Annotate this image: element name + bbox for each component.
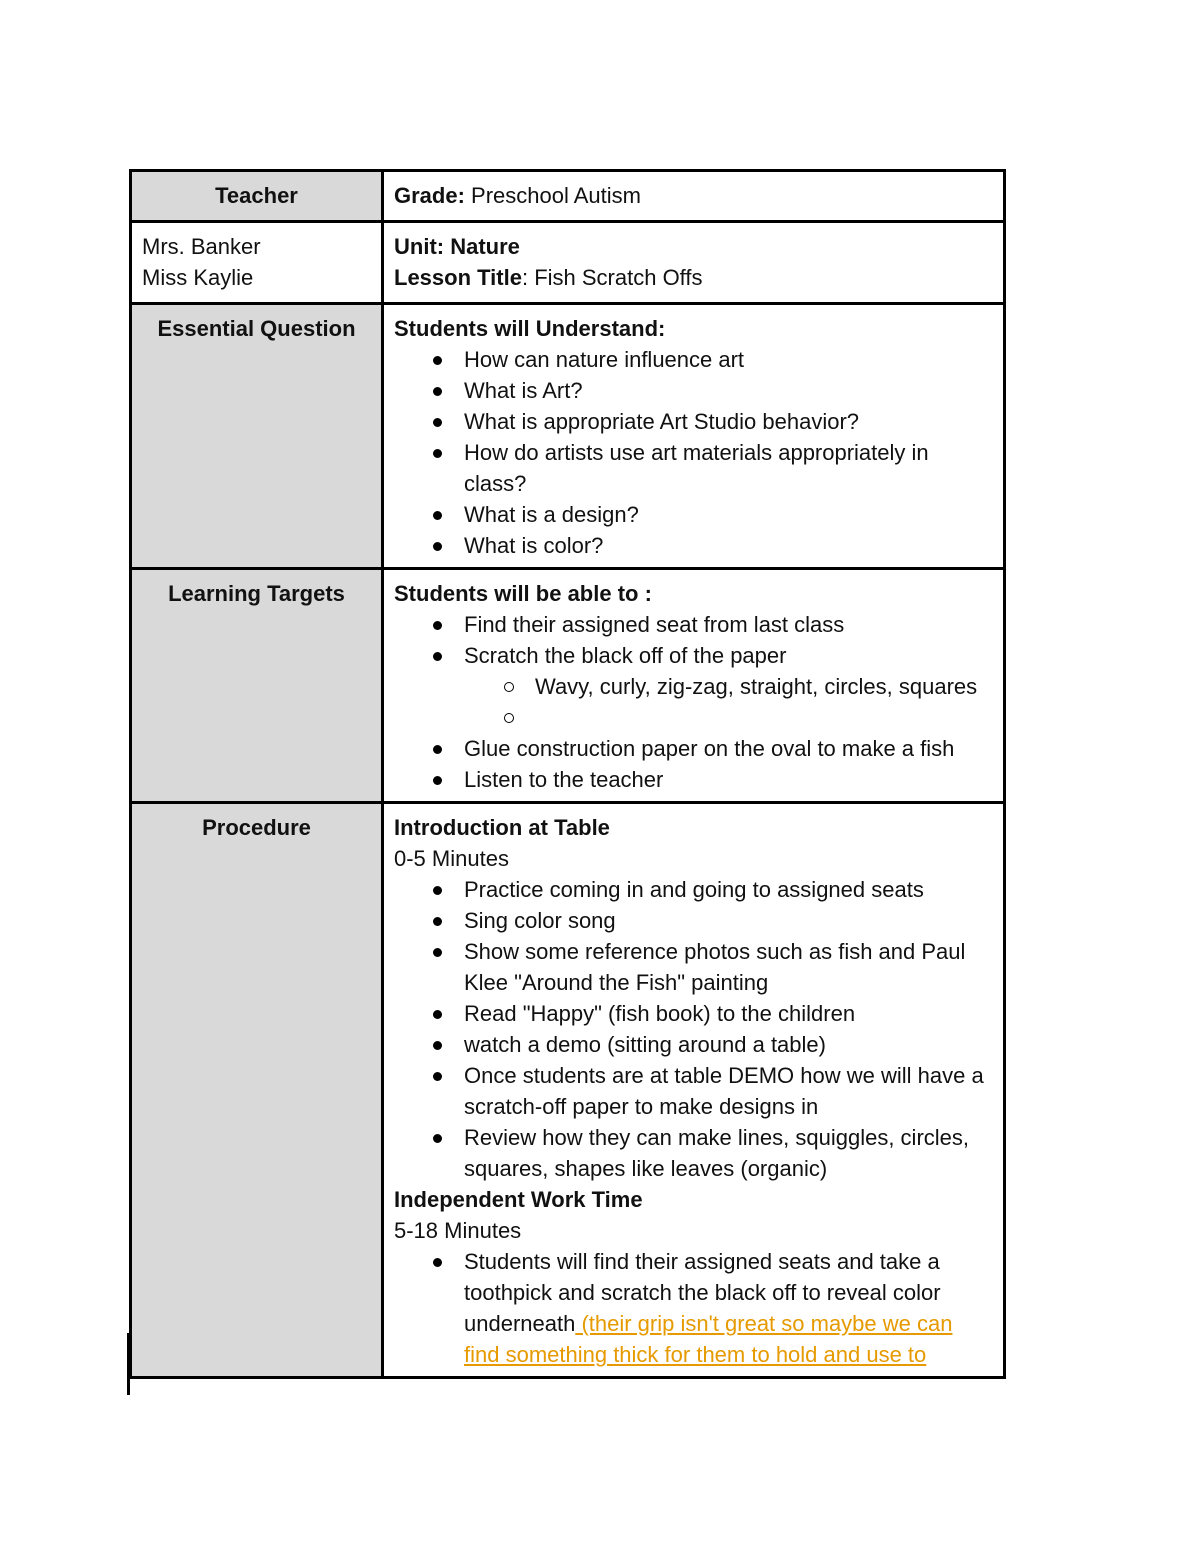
lesson-plan-table — [129, 169, 1006, 1379]
intro-heading: Introduction at Table — [394, 815, 610, 840]
able-to-heading: Students will be able to : — [394, 581, 652, 606]
list-item: Glue construction paper on the oval to make a fish — [394, 733, 993, 764]
grade-value: Preschool Autism — [464, 183, 641, 208]
list-item: How can nature influence art — [394, 344, 993, 375]
learning-targets-label-cell — [131, 569, 383, 803]
targets-list — [394, 609, 993, 795]
work-heading: Independent Work Time — [394, 1187, 643, 1212]
list-item: Listen to the teacher — [394, 764, 993, 795]
list-item: How do artists use art materials appropriately in class? — [394, 437, 993, 499]
teacher-names-cell — [131, 222, 383, 304]
understand-list — [394, 344, 993, 561]
sub-list-item: Wavy, curly, zig-zag, straight, circles, squares — [394, 671, 993, 702]
work-list — [394, 1246, 993, 1370]
essential-question-row — [131, 304, 1005, 569]
procedure-label-cell — [131, 803, 383, 1378]
list-item: What is appropriate Art Studio behavior? — [394, 406, 993, 437]
understand-heading: Students will Understand: — [394, 316, 666, 341]
lesson-title-label: Lesson Title — [394, 265, 522, 290]
list-item: What is color? — [394, 530, 993, 561]
list-item: Show some reference photos such as fish and Paul Klee "Around the Fish" painting — [394, 936, 993, 998]
sub-list-item — [394, 702, 993, 733]
list-item: What is a design? — [394, 499, 993, 530]
list-item: Practice coming in and going to assigned seats — [394, 874, 993, 905]
lesson-title-line — [394, 262, 993, 293]
learning-targets-label: Learning Targets — [168, 581, 345, 606]
work-item-text: Students will find their assigned seats and take a toothpick and scratch the black off to reveal color underneath — [464, 1249, 941, 1336]
header-row — [131, 171, 1005, 222]
unit-label: Unit: Nature — [394, 234, 520, 259]
essential-question-label: Essential Question — [157, 316, 356, 341]
learning-targets-content — [383, 569, 1005, 803]
list-item — [394, 1246, 993, 1370]
list-item: Sing color song — [394, 905, 993, 936]
teacher-unit-row — [131, 222, 1005, 304]
list-item: Scratch the black off of the paper — [394, 640, 993, 671]
list-item: watch a demo (sitting around a table) — [394, 1029, 993, 1060]
teacher-label-cell — [131, 171, 383, 222]
essential-question-label-cell — [131, 304, 383, 569]
grade-cell — [383, 171, 1005, 222]
list-item: Read "Happy" (fish book) to the children — [394, 998, 993, 1029]
intro-time: 0-5 Minutes — [394, 846, 509, 871]
unit-cell — [383, 222, 1005, 304]
procedure-content — [383, 803, 1005, 1378]
procedure-label: Procedure — [202, 815, 311, 840]
list-item: Find their assigned seat from last class — [394, 609, 993, 640]
learning-targets-row — [131, 569, 1005, 803]
teacher-name: Miss Kaylie — [142, 265, 254, 290]
teacher-label: Teacher — [215, 183, 298, 208]
list-item: Once students are at table DEMO how we will have a scratch-off paper to make designs in — [394, 1060, 993, 1122]
suggestion-note: (their grip isn't great so maybe we can find something thick for them to hold and use to — [464, 1311, 953, 1367]
list-item: Review how they can make lines, squiggles, circles, squares, shapes like leaves (organic) — [394, 1122, 993, 1184]
intro-list — [394, 874, 993, 1184]
essential-question-content — [383, 304, 1005, 569]
procedure-row — [131, 803, 1005, 1378]
work-time: 5-18 Minutes — [394, 1218, 522, 1243]
teacher-name: Mrs. Banker — [142, 234, 261, 259]
lesson-title-value: : Fish Scratch Offs — [521, 265, 703, 290]
grade-label: Grade: — [394, 183, 465, 208]
list-item: What is Art? — [394, 375, 993, 406]
